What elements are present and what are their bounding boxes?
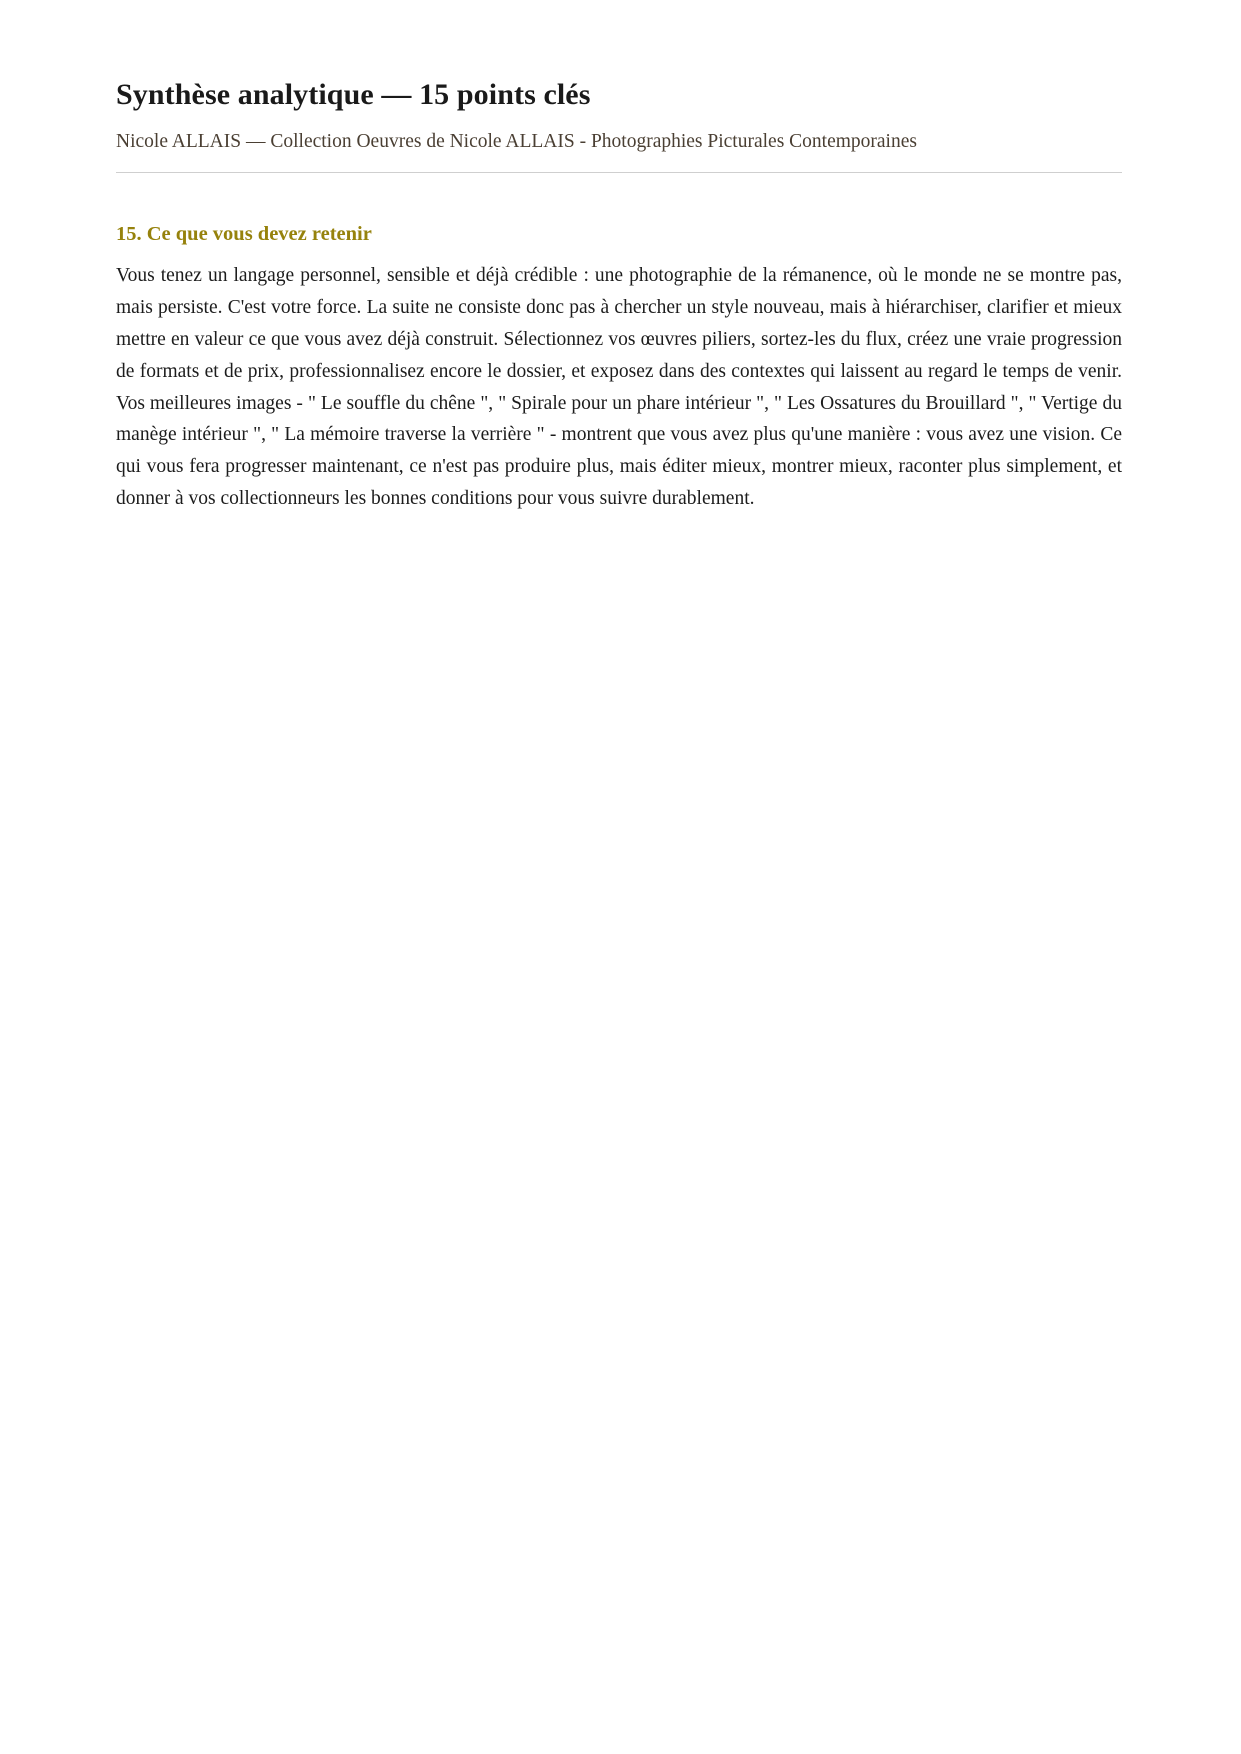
- header-divider: [116, 172, 1122, 173]
- section-body-paragraph: Vous tenez un langage personnel, sensible et déjà crédible : une photographie de la rémanence, où le monde ne se montre pas, mais persiste. C'est votre force. La suite ne consiste donc pas à chercher un style nouveau, mais à hiérarchiser, clarifier et mieux mettre en valeur ce que vous avez déjà construit. Sélectionnez vos œuvres piliers, sortez-les du flux, créez une vraie progression de formats et de prix, professionnalisez encore le dossier, et exposez dans des contextes qui laissent au regard le temps de venir. Vos meilleures images - " Le souffle du chêne ", " Spirale pour un phare intérieur ", " Les Ossatures du Brouillard ", " Vertige du manège intérieur ", " La mémoire traverse la verrière " - montrent que vous avez plus qu'une manière : vous avez une vision. Ce qui vous fera progresser maintenant, ce n'est pas produire plus, mais éditer mieux, montrer mieux, raconter plus simplement, et donner à vos collectionneurs les bonnes conditions pour vous suivre durablement.: [116, 265, 1122, 509]
- document-content: [116, 76, 1122, 515]
- section-heading: 15. Ce que vous devez retenir: [116, 222, 372, 245]
- section-block: [116, 221, 1122, 515]
- document-subtitle: Nicole ALLAIS — Collection Oeuvres de Nicole ALLAIS - Photographies Picturales Contemporaines: [116, 130, 917, 152]
- page-title: Synthèse analytique — 15 points clés: [116, 78, 591, 111]
